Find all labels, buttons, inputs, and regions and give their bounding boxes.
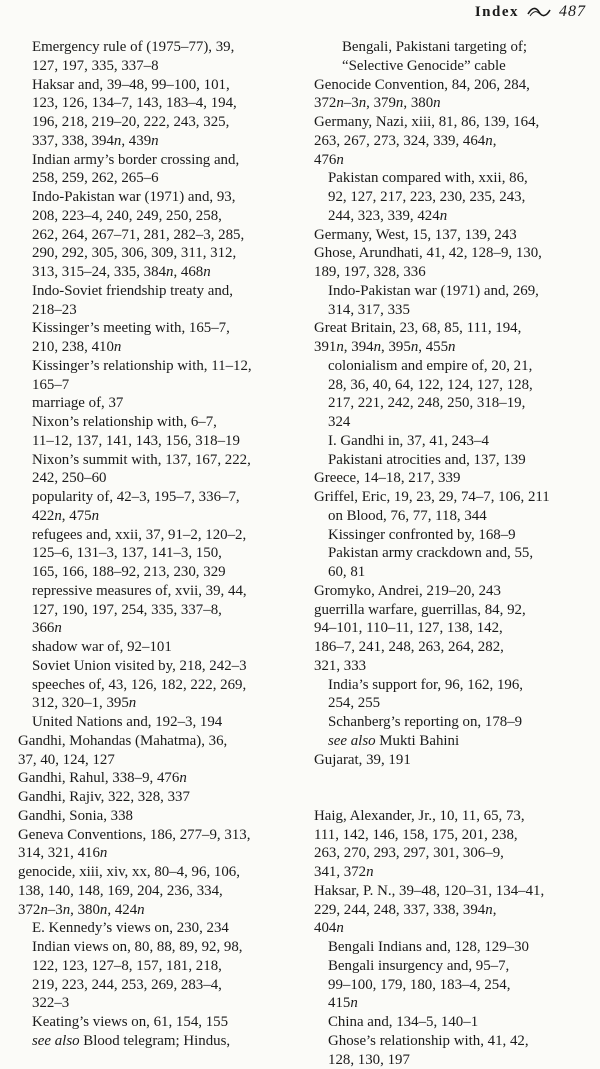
tilde-flourish-icon [527,6,551,18]
index-entry-line: 244, 323, 339, 424n [342,207,596,226]
index-entry [314,244,596,282]
index-entry [18,732,298,770]
index-subentry [314,676,596,714]
index-entry [314,751,596,770]
index-entry-line: India’s support for, 96, 162, 196, [342,676,596,695]
index-entry-line: 127, 190, 197, 254, 335, 337–8, [46,601,298,620]
index-entry-line: China and, 134–5, 140–1 [342,1013,596,1032]
index-subentry [18,526,298,582]
index-subentry [314,732,596,751]
index-subentry [314,938,596,957]
index-entry-line: 111, 142, 146, 158, 175, 201, 238, [328,826,596,845]
index-entry-line: 217, 221, 242, 248, 250, 318–19, [342,394,596,413]
index-entry-line: see also Blood telegram; Hindus, [46,1032,298,1051]
index-subentry [18,638,298,657]
index-entry-line: Greece, 14–18, 217, 339 [328,469,596,488]
page-number: 487 [559,3,586,21]
index-entry-line: Ghose’s relationship with, 41, 42, [342,1032,596,1051]
index-entry-line: Gandhi, Mohandas (Mahatma), 36, [32,732,298,751]
index-entry-line: 415n [342,994,596,1013]
index-entry [314,226,596,245]
index-entry [18,788,298,807]
index-entry-line: 422n, 475n [46,507,298,526]
index-entry-line: refugees and, xxii, 37, 91–2, 120–2, [46,526,298,545]
index-entry-line: “Selective Genocide” cable [342,57,596,76]
index-subentry [18,188,298,282]
index-entry-line: 324 [342,413,596,432]
index-entry-line: marriage of, 37 [46,394,298,413]
index-entry [314,582,596,601]
index-entry [314,601,596,676]
index-subentry [314,957,596,1013]
index-entry-line: 258, 259, 262, 265–6 [46,169,298,188]
index-subentry [18,451,298,489]
index-entry-line: 219, 223, 244, 253, 269, 283–4, [46,976,298,995]
index-entry-line: 341, 372n [328,863,596,882]
index-entry-line: 476n [328,151,596,170]
index-subentry [18,319,298,357]
index-entry-line: 60, 81 [342,563,596,582]
index-entry-line: 189, 197, 328, 336 [328,263,596,282]
index-entry-line: 138, 140, 148, 169, 204, 236, 334, [32,882,298,901]
index-subentry [18,357,298,395]
index-entry-line: Kissinger’s relationship with, 11–12, [46,357,298,376]
index-entry [18,826,298,864]
index-entry-line: popularity of, 42–3, 195–7, 336–7, [46,488,298,507]
index-entry-line: repressive measures of, xvii, 39, 44, [46,582,298,601]
index-entry-line: speeches of, 43, 126, 182, 222, 269, [46,676,298,695]
index-subentry [18,413,298,451]
index-subentry [314,282,596,320]
index-entry-line: 165, 166, 188–92, 213, 230, 329 [46,563,298,582]
index-entry-line: Pakistan compared with, xxii, 86, [342,169,596,188]
index-subentry [314,169,596,225]
index-entry-line: guerrilla warfare, guerrillas, 84, 92, [328,601,596,620]
index-entry-line: 28, 36, 40, 64, 122, 124, 127, 128, [342,376,596,395]
index-entry-line: Nixon’s relationship with, 6–7, [46,413,298,432]
index-entry-line: Genocide Convention, 84, 206, 284, [328,76,596,95]
index-entry-line: 313, 315–24, 335, 384n, 468n [46,263,298,282]
index-entry-line: 11–12, 137, 141, 143, 156, 318–19 [46,432,298,451]
index-entry-line: 229, 244, 248, 337, 338, 394n, [328,901,596,920]
index-subentry [18,657,298,676]
index-entry-line: Ghose, Arundhati, 41, 42, 128–9, 130, [328,244,596,263]
index-entry-line: Germany, Nazi, xiii, 81, 86, 139, 164, [328,113,596,132]
index-entry-line: 92, 127, 217, 223, 230, 235, 243, [342,188,596,207]
index-subentry [18,282,298,320]
index-entry-line: Indo-Soviet friendship treaty and, [46,282,298,301]
index-entry-line: Kissinger’s meeting with, 165–7, [46,319,298,338]
index-entry-line: 366n [46,619,298,638]
index-entry-line: Bengali insurgency and, 95–7, [342,957,596,976]
index-entry-line: Great Britain, 23, 68, 85, 111, 194, [328,319,596,338]
index-entry-line: 37, 40, 124, 127 [32,751,298,770]
running-head [475,3,586,21]
index-entry-line: Emergency rule of (1975–77), 39, [46,38,298,57]
running-head-title: Index [475,4,519,21]
index-subentry [314,526,596,545]
index-entry [18,863,298,919]
index-entry-line: on Blood, 76, 77, 118, 344 [342,507,596,526]
index-entry-line: 165–7 [46,376,298,395]
index-entry [314,469,596,488]
index-entry-line: 312, 320–1, 395n [46,694,298,713]
index-column-right [314,38,596,1069]
index-entry-line: Schanberg’s reporting on, 178–9 [342,713,596,732]
index-subentry [18,76,298,151]
index-entry-line: 372n–3n, 379n, 380n [328,94,596,113]
index-entry-line: 218–23 [46,301,298,320]
index-entry-continuation [314,38,596,76]
index-subentry [314,544,596,582]
index-entry-line: Germany, West, 15, 137, 139, 243 [328,226,596,245]
index-entry-line: United Nations and, 192–3, 194 [46,713,298,732]
index-entry [314,76,596,114]
index-entry-line: 337, 338, 394n, 439n [46,132,298,151]
index-entry [314,113,596,169]
index-entry-line: Keating’s views on, 61, 154, 155 [46,1013,298,1032]
index-entry-line: Gromyko, Andrei, 219–20, 243 [328,582,596,601]
index-entry-line: E. Kennedy’s views on, 230, 234 [46,919,298,938]
index-entry-line: Gandhi, Rahul, 338–9, 476n [32,769,298,788]
index-entry-line: 99–100, 179, 180, 183–4, 254, [342,976,596,995]
index-entry-line: 290, 292, 305, 306, 309, 311, 312, [46,244,298,263]
index-subentry [18,713,298,732]
index-entry-line: 123, 126, 134–7, 143, 183–4, 194, [46,94,298,113]
index-entry-line: 321, 333 [328,657,596,676]
index-entry [314,882,596,938]
index-entry-line: 372n–3n, 380n, 424n [32,901,298,920]
index-entry-line: Bengali Indians and, 128, 129–30 [342,938,596,957]
index-entry-line: Kissinger confronted by, 168–9 [342,526,596,545]
index-entry-line: Bengali, Pakistani targeting of; [342,38,596,57]
index-entry-line: 208, 223–4, 240, 249, 250, 258, [46,207,298,226]
index-entry-line: 263, 267, 273, 324, 339, 464n, [328,132,596,151]
index-entry-line: 196, 218, 219–20, 222, 243, 325, [46,113,298,132]
index-entry-line: colonialism and empire of, 20, 21, [342,357,596,376]
index-subentry [18,488,298,526]
index-entry [314,488,596,507]
index-entry-line: Pakistani atrocities and, 137, 139 [342,451,596,470]
index-entry-line: Indian views on, 80, 88, 89, 92, 98, [46,938,298,957]
index-subentry [314,507,596,526]
index-subentry [314,713,596,732]
index-entry [314,319,596,357]
index-subentry [18,1032,298,1051]
index-entry [314,807,596,882]
index-subentry [18,1013,298,1032]
index-column-left [18,38,298,1051]
index-entry-line: 404n [328,919,596,938]
index-entry-line: 263, 270, 293, 297, 301, 306–9, [328,844,596,863]
index-entry-line: 254, 255 [342,694,596,713]
index-subentry [314,1032,596,1069]
index-entry-line: Indo-Pakistan war (1971) and, 93, [46,188,298,207]
index-entry-line: 262, 264, 267–71, 281, 282–3, 285, [46,226,298,245]
index-entry-line: 314, 321, 416n [32,844,298,863]
index-entry-line: Haig, Alexander, Jr., 10, 11, 65, 73, [328,807,596,826]
index-entry-line: Haksar and, 39–48, 99–100, 101, [46,76,298,95]
index-entry-line: Pakistan army crackdown and, 55, [342,544,596,563]
index-subentry [314,357,596,432]
index-entry-line: 125–6, 131–3, 137, 141–3, 150, [46,544,298,563]
index-entry-line: Indo-Pakistan war (1971) and, 269, [342,282,596,301]
index-entry-line: see also Mukti Bahini [342,732,596,751]
index-entry-line: I. Gandhi in, 37, 41, 243–4 [342,432,596,451]
letter-section-gap [314,769,596,807]
index-entry-line: Haksar, P. N., 39–48, 120–31, 134–41, [328,882,596,901]
index-entry-line: Gandhi, Sonia, 338 [32,807,298,826]
index-entry-line: 122, 123, 127–8, 157, 181, 218, [46,957,298,976]
index-subentry [314,432,596,451]
index-entry-line: Soviet Union visited by, 218, 242–3 [46,657,298,676]
index-entry-line: shadow war of, 92–101 [46,638,298,657]
index-entry [18,807,298,826]
index-entry-line: Geneva Conventions, 186, 277–9, 313, [32,826,298,845]
index-entry-line: 314, 317, 335 [342,301,596,320]
index-entry-line: 94–101, 110–11, 127, 138, 142, [328,619,596,638]
index-entry-line: 242, 250–60 [46,469,298,488]
index-subentry [18,676,298,714]
index-entry-line: Nixon’s summit with, 137, 167, 222, [46,451,298,470]
index-entry-line: 322–3 [46,994,298,1013]
index-subentry [18,582,298,638]
index-entry-line: Indian army’s border crossing and, [46,151,298,170]
index-entry-line: Gujarat, 39, 191 [328,751,596,770]
index-entry [18,769,298,788]
index-subentry [314,1013,596,1032]
index-entry-line: 128, 130, 197 [342,1051,596,1069]
index-entry-line: genocide, xiii, xiv, xx, 80–4, 96, 106, [32,863,298,882]
index-subentry [18,938,298,1013]
index-subentry [18,151,298,189]
index-entry-line: 391n, 394n, 395n, 455n [328,338,596,357]
index-entry-line: Griffel, Eric, 19, 23, 29, 74–7, 106, 211 [328,488,596,507]
index-entry-line: 186–7, 241, 248, 263, 264, 282, [328,638,596,657]
index-subentry [18,394,298,413]
index-entry-line: 210, 238, 410n [46,338,298,357]
index-subentry [18,38,298,76]
index-subentry [314,451,596,470]
index-entry-line: 127, 197, 335, 337–8 [46,57,298,76]
index-subentry [18,919,298,938]
index-entry-line: Gandhi, Rajiv, 322, 328, 337 [32,788,298,807]
